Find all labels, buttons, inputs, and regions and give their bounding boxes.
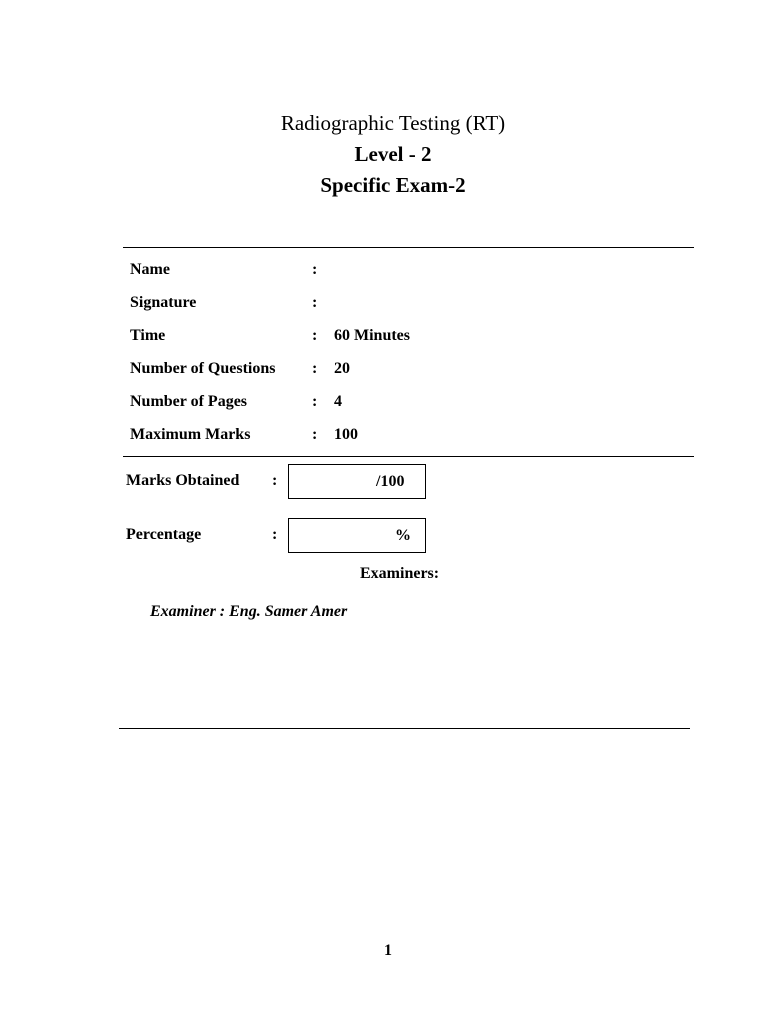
info-row-signature bbox=[123, 287, 694, 320]
info-colon: : bbox=[312, 360, 318, 377]
info-label: Number of Pages bbox=[130, 393, 248, 410]
time-value: 60 Minutes bbox=[334, 327, 410, 344]
info-colon: : bbox=[312, 327, 318, 344]
info-row-time bbox=[123, 320, 694, 353]
info-colon: : bbox=[312, 393, 318, 410]
document-title: Radiographic Testing (RT) bbox=[280, 111, 506, 135]
info-colon: : bbox=[312, 294, 318, 311]
info-row-pages bbox=[123, 386, 694, 419]
percentage-box[interactable] bbox=[288, 518, 426, 553]
questions-value: 20 bbox=[334, 360, 350, 377]
info-label: Name bbox=[130, 261, 170, 278]
exam-name: Specific Exam-2 bbox=[320, 173, 466, 197]
info-label: Number of Questions bbox=[130, 360, 276, 377]
marks-obtained-label: Marks Obtained bbox=[126, 472, 240, 489]
marks-obtained-colon: : bbox=[272, 472, 278, 489]
max-marks-value: 100 bbox=[334, 426, 358, 443]
info-label: Signature bbox=[130, 294, 197, 311]
info-row-max-marks bbox=[123, 419, 694, 452]
info-label: Maximum Marks bbox=[130, 426, 251, 443]
info-label: Time bbox=[130, 327, 166, 344]
info-row-questions bbox=[123, 353, 694, 386]
page-number: 1 bbox=[384, 942, 392, 959]
info-colon: : bbox=[312, 261, 318, 278]
info-colon: : bbox=[312, 426, 318, 443]
percentage-label: Percentage bbox=[126, 526, 202, 543]
candidate-info-table bbox=[123, 247, 694, 457]
exam-level: Level - 2 bbox=[354, 142, 432, 166]
examiner-name: Examiner : Eng. Samer Amer bbox=[150, 603, 348, 620]
examiners-heading: Examiners: bbox=[360, 565, 440, 582]
percentage-colon: : bbox=[272, 526, 278, 543]
title-block bbox=[0, 108, 768, 201]
percentage-suffix: % bbox=[395, 527, 411, 544]
signature-rule bbox=[119, 728, 690, 729]
pages-value: 4 bbox=[334, 393, 342, 410]
info-row-name bbox=[123, 254, 694, 287]
marks-obtained-box[interactable] bbox=[288, 464, 426, 499]
marks-obtained-suffix: /100 bbox=[376, 473, 405, 490]
